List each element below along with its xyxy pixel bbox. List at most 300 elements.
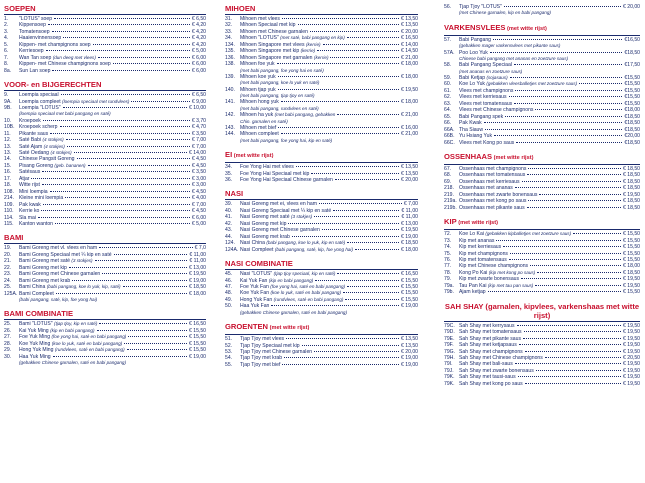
item-number: 144.	[225, 131, 235, 138]
dot-leader	[278, 89, 399, 90]
item-number: 25.	[4, 321, 12, 328]
item-name-text: Mini loempia	[19, 188, 48, 195]
item-number: 68.	[444, 172, 452, 179]
item-price: € 15,50	[189, 334, 206, 341]
item-name	[240, 99, 279, 105]
section-divider	[444, 164, 640, 165]
item-description: (loempia speciaal met rundvlees)	[62, 98, 130, 104]
item-number: 2.	[4, 22, 9, 29]
item-name-text: Chinese Pangsit Goreng	[19, 156, 75, 163]
menu-item	[444, 140, 640, 146]
item-name-text: Babi Pangang	[459, 36, 492, 43]
dot-leader	[509, 259, 621, 260]
item-name	[19, 68, 50, 74]
item-name-text: Koe Yuk Ming	[19, 340, 51, 347]
item-description: (foe yong hai, saté en babi pangang)	[51, 334, 127, 340]
section-title	[225, 4, 418, 13]
dot-leader	[281, 133, 399, 134]
item-price: €18,50	[624, 120, 640, 127]
item-number: 110.	[4, 208, 14, 215]
item-name-text: Kai Yuk Fan	[240, 277, 268, 284]
item-number: 28.	[4, 340, 12, 347]
item-name-text: Kippensoep	[19, 22, 46, 29]
item-price: € 21,00	[401, 131, 418, 138]
item-price: € 15,50	[623, 256, 640, 263]
dot-leader	[93, 44, 190, 45]
item-price: €15,50	[624, 94, 640, 101]
item-price: €20,00	[624, 133, 640, 140]
item-name-text: Mihoen ha yuk	[240, 112, 274, 119]
dot-leader	[282, 18, 399, 19]
dot-leader	[490, 52, 623, 53]
item-name-text: Mihoen hong yuk	[240, 99, 279, 106]
dot-leader	[99, 323, 187, 324]
item-number: 49.	[225, 296, 233, 303]
item-name-text: Vlees met Chinese champignons	[459, 107, 534, 114]
item-number: 20.	[4, 251, 12, 258]
item-number: 66C.	[444, 139, 455, 146]
dot-leader	[515, 187, 621, 188]
item-number: 32.	[225, 22, 233, 29]
dot-leader	[54, 18, 190, 19]
item-number: 13.	[4, 143, 12, 150]
dot-leader	[528, 168, 621, 169]
item-name-text: Yu Hsiang Yuk	[459, 133, 493, 140]
dot-leader	[535, 285, 621, 286]
item-number: 29.	[4, 347, 12, 354]
item-price: € 18,50	[623, 204, 640, 211]
item-price: € 9,00	[191, 98, 206, 105]
item-number: 17.	[4, 175, 12, 182]
item-name-text: Kip met zwarte bonensaus	[459, 276, 520, 283]
item-note: Chin. garnalen en saté)	[240, 118, 288, 124]
item-name-text: Tjap Tjoy met vlees	[240, 336, 285, 343]
item-name	[240, 61, 275, 67]
item-number: 143.	[225, 124, 235, 131]
item-name-text: Kip met champignons	[459, 250, 508, 257]
item-name	[459, 140, 514, 146]
item-price: € 4,20	[191, 22, 206, 29]
item-description: (kip met tau pan saus)	[487, 282, 534, 288]
dot-leader	[31, 178, 189, 179]
item-number: 76.	[444, 256, 452, 263]
menu-column-3	[444, 4, 640, 393]
item-name-text: Sun Lan soep	[19, 67, 51, 74]
item-description: (foe yong hai, saté en babi pangang)	[270, 284, 346, 290]
item-number: 47.	[225, 284, 233, 291]
item-note: (met ananas en zoetzure saus)	[459, 68, 523, 74]
item-number: 141.	[225, 99, 235, 106]
menu-item	[444, 289, 640, 295]
dot-leader	[286, 338, 399, 339]
item-name-text: Tjap Tjoy Speciaal met kip	[240, 342, 300, 349]
item-description: (babi pangang, koe lo yuk, kip, saté)	[46, 284, 121, 290]
item-number: 66A.	[444, 126, 455, 133]
section-title-text: NASI	[225, 189, 244, 199]
item-number: 53.	[225, 349, 233, 356]
item-name-text: Tomatensoep	[19, 28, 50, 35]
item-price: €15,50	[624, 87, 640, 94]
dot-leader	[98, 57, 190, 58]
item-number: 10B.	[4, 124, 15, 131]
section-title-text: VARKENSVLEES	[444, 22, 506, 32]
item-name-text: Nasi Goreng met Chinese garnalen	[240, 227, 320, 234]
dot-leader	[52, 70, 189, 71]
item-name-text: Foe Yong Hai Speciaal Chinese garnalen	[240, 177, 333, 184]
item-name	[459, 205, 525, 211]
dot-leader	[521, 278, 621, 279]
item-name-text: Nasi China	[240, 240, 265, 247]
section-divider	[225, 269, 418, 270]
item-description: (gebakken kipballetjes met zoetzure saus)	[485, 231, 572, 237]
section-divider	[444, 229, 640, 230]
item-price: € 3,70	[191, 117, 206, 124]
item-price: € 15,50	[401, 290, 418, 297]
item-number: 41.	[225, 214, 233, 221]
item-description: (met saté, babi pangang en kip)	[280, 35, 345, 41]
section-title	[4, 4, 206, 13]
item-price: € 13,00	[401, 220, 418, 227]
dot-leader	[535, 109, 622, 110]
item-description: (rundvlees, saté en babi pangang)	[273, 296, 344, 302]
item-number: 61.	[444, 87, 452, 94]
item-price: € 4,50	[191, 208, 206, 215]
section-title	[225, 322, 418, 333]
menu-section	[444, 23, 640, 146]
item-price: € 18,50	[189, 284, 206, 291]
section-title	[4, 309, 206, 318]
item-price: € 14,00	[401, 41, 418, 48]
item-number: 79K.	[444, 374, 455, 381]
dot-leader	[525, 351, 621, 352]
section-title	[4, 233, 206, 242]
item-name-text: Ossenhaas met champignons	[459, 165, 527, 172]
item-number: 22.	[4, 264, 12, 271]
menu-section	[225, 4, 418, 144]
dot-leader	[278, 127, 399, 128]
dot-leader	[514, 64, 622, 65]
item-description: (3 stokjes)	[71, 258, 93, 264]
item-price: € 6,00	[191, 54, 206, 61]
item-number: 40.	[225, 207, 233, 214]
item-name-text: Saté Ajam	[19, 143, 43, 150]
item-number: 46.	[225, 277, 233, 284]
item-name-text: Nasi Goreng met ei, vlees en ham	[240, 201, 318, 208]
dot-leader	[347, 37, 399, 38]
dot-leader	[523, 338, 621, 339]
menu-section	[4, 233, 206, 303]
item-number: 50.	[225, 303, 233, 310]
dot-leader	[314, 216, 399, 217]
item-number: 124.	[225, 240, 235, 247]
item-price: € 11,00	[401, 207, 418, 214]
menu-section	[4, 309, 206, 366]
item-price: € 19,50	[623, 276, 640, 283]
item-number: 78.	[444, 269, 452, 276]
item-number: 75.	[444, 250, 452, 257]
item-number: 109.	[4, 201, 14, 208]
item-number: 72.	[444, 231, 452, 238]
menu-section	[4, 80, 206, 227]
item-price: € 19,00	[189, 277, 206, 284]
section-title	[4, 80, 206, 89]
item-name-text: Atjar	[19, 175, 30, 182]
item-name	[459, 50, 488, 56]
item-number: 31.	[225, 16, 233, 22]
item-price: € 15,50	[401, 296, 418, 303]
dot-leader	[536, 370, 621, 371]
item-price: € 5,00	[191, 48, 206, 55]
item-name-text: Haa Yuk Fan	[240, 303, 270, 310]
section-title-sub: (met witte rijst)	[268, 325, 310, 332]
item-price: € 19,50	[623, 342, 640, 349]
item-name-text: Mihoen foe yuk	[240, 61, 275, 68]
item-description: (tjap tjoy speciaal, kip en saté)	[273, 271, 336, 277]
item-name-text: Kip met ananas	[459, 237, 495, 244]
item-name-text: Kip met tomatensaus	[459, 256, 507, 263]
item-name-text: Tjap Tjoy met bief	[240, 361, 281, 368]
item-number: 114.	[4, 214, 14, 221]
item-number: 7.	[4, 54, 9, 61]
item-name-text: Ossenhaas met tomatensaus	[459, 172, 526, 179]
item-name-text: Kippen- met champignons soep	[19, 41, 91, 48]
section-title	[444, 302, 640, 320]
menu-item	[444, 381, 640, 387]
item-number: 27.	[4, 334, 12, 341]
menu-section	[225, 322, 418, 368]
item-name-text: Mihoen compleet	[240, 131, 279, 138]
item-name-text: Loempia "LOTUS"	[19, 104, 61, 111]
section-divider	[4, 90, 206, 91]
item-number: 15.	[4, 162, 12, 169]
dot-leader	[530, 265, 621, 266]
item-price: € 18,50	[623, 178, 640, 185]
item-description: (sojasaus)	[486, 75, 508, 80]
dot-leader	[292, 236, 399, 237]
item-description: (geb. bananen)	[54, 162, 86, 168]
item-price: € 20,00	[401, 177, 418, 184]
item-price: € 6,00	[191, 67, 206, 74]
item-name-text: Loempia compleet	[19, 98, 61, 105]
item-number: 62.	[444, 94, 452, 101]
dot-leader	[66, 139, 190, 140]
item-price: € 19,50	[623, 282, 640, 289]
item-description: (4 stokjes)	[42, 137, 64, 143]
item-number: 9.	[4, 92, 9, 99]
item-name-text: Kerriesoep	[19, 48, 44, 55]
dot-leader	[314, 351, 399, 352]
item-price: € 16,50	[189, 321, 206, 328]
dot-leader	[311, 173, 399, 174]
menu-section	[225, 150, 418, 183]
item-price: € 15,50	[623, 244, 640, 251]
item-price: €17,50	[624, 62, 640, 69]
dot-leader	[496, 240, 621, 241]
item-price: € 19,50	[401, 227, 418, 234]
dot-leader	[335, 179, 399, 180]
item-description: (kip en babi pangang)	[268, 277, 314, 283]
item-name-text: Foe Yong Hai met vlees	[240, 164, 294, 171]
section-title-text: MIHOEN	[225, 4, 256, 13]
item-price: € 20,00	[401, 28, 418, 35]
dot-leader	[97, 330, 187, 331]
section-title-text: GROENTEN	[225, 322, 269, 332]
item-number: 24.	[4, 277, 12, 284]
item-number: 66B.	[444, 133, 455, 140]
item-price: € 18,50	[623, 172, 640, 179]
item-number: 4.	[4, 35, 9, 42]
dot-leader	[277, 63, 399, 64]
item-number: 79I.	[444, 361, 453, 368]
item-name-text: Babi Pangang Speciaal	[459, 62, 512, 69]
item-number: 43.	[225, 227, 233, 234]
item-number: 48.	[225, 290, 233, 297]
dot-leader	[579, 83, 622, 84]
section-title	[444, 152, 640, 163]
item-price: € 18,00	[401, 61, 418, 68]
item-price: € 16,50	[401, 271, 418, 278]
item-name-text: Tjap Tjoy met krab	[240, 355, 283, 362]
dot-leader	[61, 94, 190, 95]
item-name-text: Sah Shay met ketjapsaus	[459, 342, 517, 349]
item-number: 79.	[444, 276, 452, 283]
dot-leader	[524, 331, 621, 332]
item-price: € 3,00	[191, 175, 206, 182]
dot-leader	[525, 383, 621, 384]
dot-leader	[539, 194, 621, 195]
item-price: € 20,50	[623, 354, 640, 361]
section-title	[444, 23, 640, 34]
item-note: Chinese babi pangang met ananas en zoetzure saus)	[459, 55, 569, 61]
dot-leader	[510, 253, 621, 254]
item-name	[240, 177, 333, 183]
item-number: 125A.	[4, 290, 18, 297]
dot-leader	[484, 122, 623, 123]
item-description: (4 stokjes)	[50, 150, 72, 155]
item-number: 79F.	[444, 342, 454, 349]
dot-leader	[343, 292, 399, 293]
item-price: € 6,50	[191, 16, 206, 22]
item-note: (babi pangang, saté, kip, foe yong hai)	[19, 297, 98, 303]
item-description: (dun deeg met vlees)	[52, 54, 96, 60]
dot-leader	[131, 101, 189, 102]
item-name	[459, 381, 523, 387]
dot-leader	[510, 77, 623, 78]
item-number: 60.	[444, 81, 452, 88]
item-number: 42.	[225, 220, 233, 227]
item-price: € 16,00	[401, 124, 418, 131]
item-name-text: Pikante saus	[19, 130, 49, 137]
menu-item	[225, 362, 418, 368]
section-title-text: VOOR- en BIJGERECHTEN	[4, 80, 102, 90]
item-name-text: Foe Yuk Fan	[240, 284, 269, 291]
item-number: 45.	[225, 271, 233, 278]
item-number: 79a.	[444, 282, 454, 289]
section-divider	[225, 162, 418, 163]
item-number: 55.	[225, 361, 233, 368]
item-name-text: Ossenhaas met pikante saus	[459, 204, 525, 211]
item-price: € 11,00	[189, 258, 206, 265]
item-price: € 15,50	[623, 250, 640, 257]
item-number: 115.	[4, 220, 14, 227]
item-number: 21.	[4, 258, 12, 265]
menu-item	[4, 221, 206, 227]
dot-leader	[514, 103, 622, 104]
dot-leader	[67, 146, 190, 147]
item-name-text: Kong Po Kai	[459, 269, 488, 276]
dot-leader	[302, 345, 399, 346]
item-number: 51.	[225, 336, 233, 343]
item-note: (met babi pangang, koe lo yuk en saté)	[240, 80, 320, 86]
item-number: 77.	[444, 263, 452, 270]
item-price: € 19,50	[623, 348, 640, 355]
menu-item	[444, 205, 640, 211]
dot-leader	[515, 363, 621, 364]
item-number: 23.	[4, 271, 12, 278]
menu-section	[225, 259, 418, 316]
item-name-text: Kip met kerriesaus	[459, 244, 502, 251]
item-name-text: Mihoen Singapore met garnalen	[240, 54, 313, 61]
item-name-text: Tau Pan Kai	[459, 282, 487, 289]
dot-leader	[527, 174, 621, 175]
section-title	[225, 150, 418, 161]
menu-section	[444, 4, 640, 17]
item-name	[459, 289, 486, 295]
dot-leader	[330, 57, 399, 58]
dot-leader	[519, 344, 621, 345]
section-title-text: SAH SHAY (garnalen, kipvlees, varkenshaas met witte rijst)	[444, 301, 640, 320]
item-name-text: Bami "LOTUS"	[19, 321, 53, 328]
item-price: € 7,0	[194, 245, 206, 252]
item-price: € 19,50	[401, 86, 418, 93]
dot-leader	[296, 166, 399, 167]
item-price: €15,50	[624, 75, 640, 81]
menu-section	[444, 302, 640, 388]
item-price: € 19,00	[401, 355, 418, 362]
item-price: € 18,50	[623, 269, 640, 276]
item-price: €18,50	[624, 113, 640, 120]
dot-leader	[60, 126, 190, 127]
item-price: €18,50	[624, 49, 640, 56]
item-name-text: Nasi "LOTUS"	[240, 271, 273, 278]
dot-leader	[65, 197, 190, 198]
item-price: € 7,00	[191, 201, 206, 208]
menu-item	[4, 68, 206, 74]
item-name-text: Bami China	[19, 284, 46, 291]
item-number: 139.	[225, 73, 235, 80]
section-divider	[4, 14, 206, 15]
item-name-text: Kerrie ko	[19, 208, 40, 215]
menu-section	[4, 4, 206, 74]
item-description: (gebakken vleesballetjes met zoetzure saus)	[486, 81, 578, 87]
item-price: €18,00	[624, 107, 640, 114]
dot-leader	[537, 272, 621, 273]
menu-item	[225, 247, 418, 253]
dot-leader	[123, 286, 187, 287]
item-name-text: Sah Shay met tomatensaus	[459, 329, 522, 336]
dot-leader	[347, 242, 399, 243]
item-number: 66.	[444, 120, 452, 127]
section-title-text: KIP	[444, 217, 457, 227]
item-price: € 6,00	[191, 61, 206, 68]
item-number: 64.	[444, 107, 452, 114]
item-name-text: Satésaus	[19, 169, 41, 176]
item-number: 79H.	[444, 354, 455, 361]
item-price: € 18,00	[401, 246, 418, 253]
item-price: € 14,50	[401, 48, 418, 55]
dot-leader	[77, 158, 190, 159]
section-title-sub: (met witte rijst)	[505, 25, 547, 32]
